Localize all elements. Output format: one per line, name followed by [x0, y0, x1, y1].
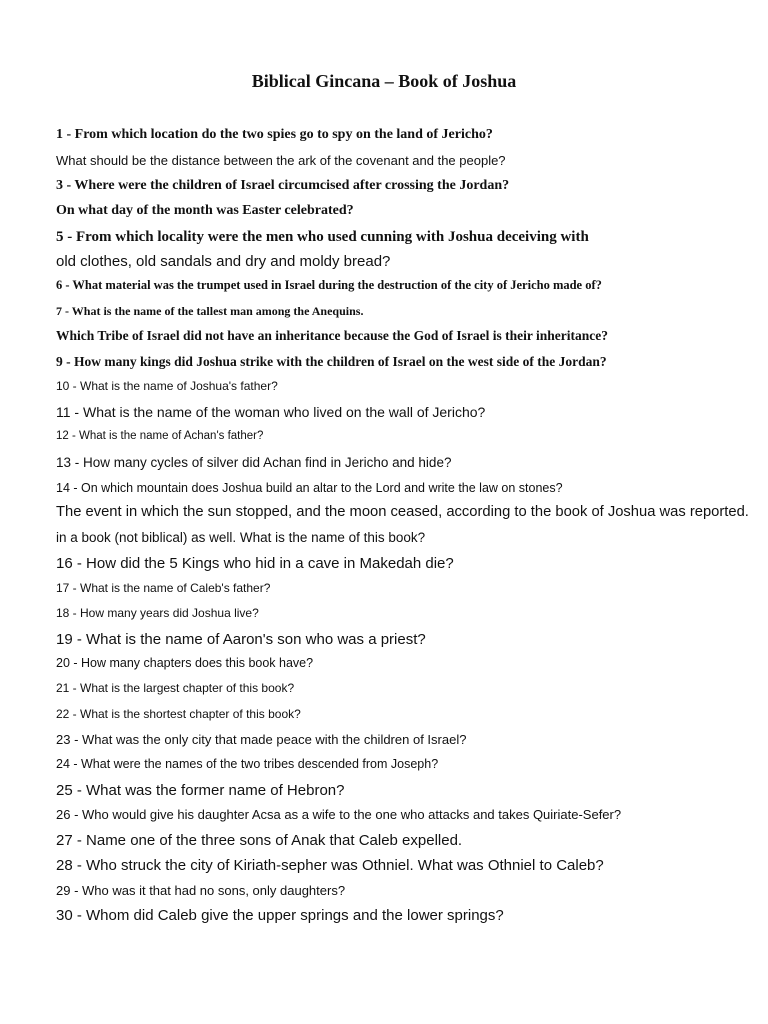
question-line: 29 - Who was it that had no sons, only daughters? — [56, 883, 346, 898]
question-line: 22 - What is the shortest chapter of this book? — [56, 707, 301, 721]
question-line: 28 - Who struck the city of Kiriath-sepher was Othniel. What was Othniel to Caleb? — [56, 857, 604, 874]
question-line: 20 - How many chapters does this book have? — [56, 656, 314, 670]
question-line: 10 - What is the name of Joshua's father? — [56, 379, 278, 393]
question-line: 5 - From which locality were the men who used cunning with Joshua deceiving with — [56, 229, 589, 245]
question-line: 27 - Name one of the three sons of Anak that Caleb expelled. — [56, 832, 463, 849]
question-line: 30 - Whom did Caleb give the upper springs and the lower springs? — [56, 907, 504, 924]
question-line: What should be the distance between the ark of the covenant and the people? — [56, 153, 506, 168]
page-title: Biblical Gincana – Book of Joshua — [251, 71, 517, 91]
question-line: 24 - What were the names of the two tribes descended from Joseph? — [56, 757, 439, 771]
question-line: 16 - How did the 5 Kings who hid in a cave in Makedah die? — [56, 555, 454, 572]
question-line: 25 - What was the former name of Hebron? — [56, 782, 345, 799]
question-line: 11 - What is the name of the woman who lived on the wall of Jericho? — [56, 404, 486, 420]
question-line: 18 - How many years did Joshua live? — [56, 606, 259, 620]
question-line: 17 - What is the name of Caleb's father? — [56, 581, 271, 595]
question-line: old clothes, old sandals and dry and moldy bread? — [56, 253, 391, 270]
question-line: 9 - How many kings did Joshua strike with the children of Israel on the west side of the Jordan? — [56, 354, 607, 369]
question-line: 13 - How many cycles of silver did Achan find in Jericho and hide? — [56, 455, 452, 470]
question-line: 1 - From which location do the two spies go to spy on the land of Jericho? — [56, 127, 493, 142]
question-line: 6 - What material was the trumpet used in Israel during the destruction of the city of Jericho made of? — [56, 278, 602, 292]
question-line: 12 - What is the name of Achan's father? — [56, 430, 264, 442]
question-line: 21 - What is the largest chapter of this book? — [56, 681, 295, 695]
question-line: The event in which the sun stopped, and the moon ceased, according to the book of Joshua was reported. — [56, 504, 749, 520]
question-line: On what day of the month was Easter celebrated? — [56, 203, 354, 218]
question-line: 3 - Where were the children of Israel circumcised after crossing the Jordan? — [56, 178, 510, 193]
question-line: Which Tribe of Israel did not have an inheritance because the God of Israel is their inheritance? — [56, 328, 608, 343]
question-line: 19 - What is the name of Aaron's son who was a priest? — [56, 631, 426, 648]
question-line: 14 - On which mountain does Joshua build an altar to the Lord and write the law on stones? — [56, 481, 563, 495]
question-line: 23 - What was the only city that made peace with the children of Israel? — [56, 732, 467, 747]
question-line: 26 - Who would give his daughter Acsa as a wife to the one who attacks and takes Quiriate-Sefer? — [56, 807, 622, 822]
question-line: 7 - What is the name of the tallest man among the Anequins. — [56, 304, 364, 318]
question-line: in a book (not biblical) as well. What is the name of this book? — [56, 530, 426, 545]
